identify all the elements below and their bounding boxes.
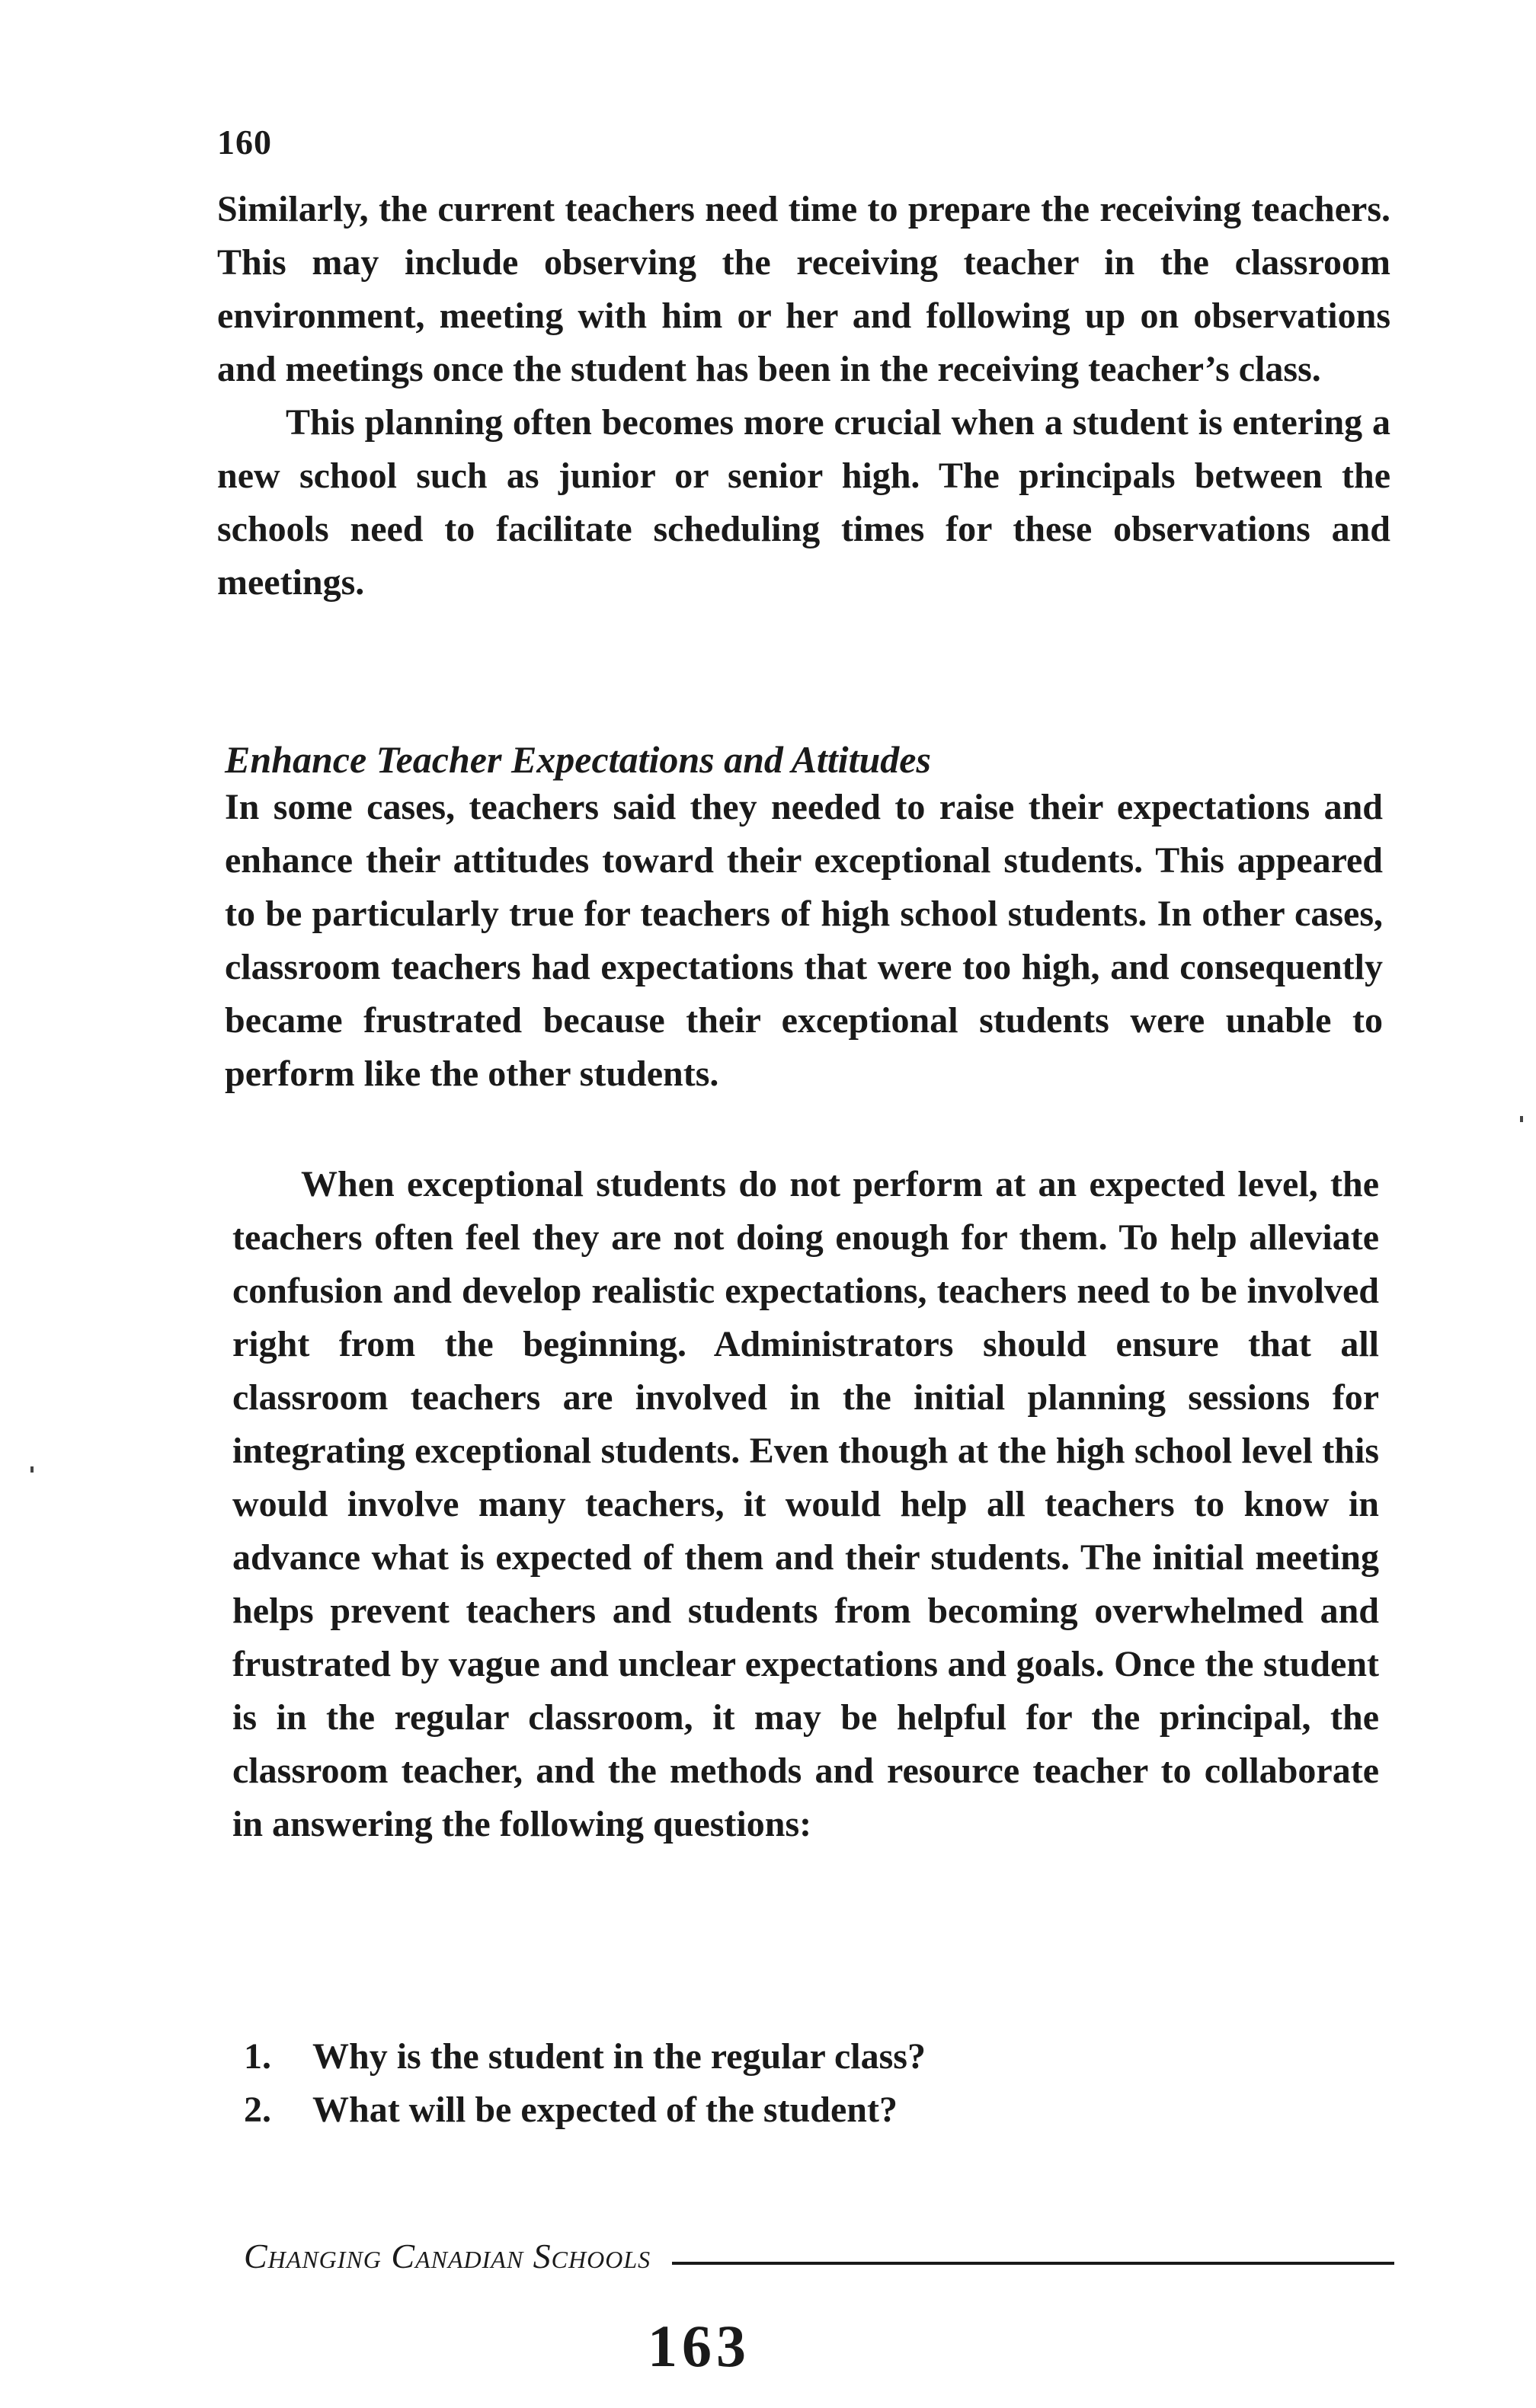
scan-mark [30,1466,34,1473]
paragraph: Similarly, the current teachers need time to prepare the receiving teachers. This may include observing the receiving teacher in the classroom environment, meeting with him or her and following up on observations and meetings once the student has been in the receiving teacher’s class. [217,189,1390,389]
list-item-text: What will be expected of the student? [312,2090,898,2130]
list-item [244,2030,926,2083]
section-heading: Enhance Teacher Expectations and Attitudes [225,738,931,781]
running-footer [244,2236,1394,2276]
section-text-1 [225,781,1383,1101]
stamped-page-number: 163 [648,2313,750,2379]
paragraph: This planning often becomes more crucial when a student is entering a new school such as junior or senior high. The principals between the schools need to facilitate scheduling times for these observations and meetings. [217,402,1390,603]
list-item-number: 1. [244,2036,271,2077]
footer-title: Changing Canadian Schools [244,2237,651,2275]
page-number: 160 [217,123,272,161]
intro-text [217,183,1390,609]
list-item [244,2083,926,2137]
scan-mark [1520,1116,1523,1122]
list-item-text: Why is the student in the regular class? [312,2036,926,2077]
paragraph: When exceptional students do not perform at an expected level, the teachers often feel they are not doing enough for them. To help alleviate confusion and develop realistic expectations, teachers need to be involved right from the beginning. Administrators should ensure that all classroom teachers are involved in the initial planning sessions for integrating exceptional students. Even though at the high school level this would involve many teachers, it would help all teachers to know in advance what is expected of them and their students. The initial meeting helps prevent teachers and students from becoming overwhelmed and frustrated by vague and unclear expectations and goals. Once the student is in the regular classroom, it may be helpful for the principal, the classroom teacher, and the methods and resource teacher to collaborate in answering the following questions: [232,1164,1379,1844]
section-text-2 [232,1158,1379,1851]
paragraph: In some cases, teachers said they needed to raise their expectations and enhance their attitudes toward their exceptional students. This appeared to be particularly true for teachers of high school students. In other cases, classroom teachers had expectations that were too high, and consequently became frustrated because their exceptional students were unable to perform like the other students. [225,787,1383,1094]
question-list [244,2030,926,2137]
list-item-number: 2. [244,2090,271,2130]
footer-rule [672,2262,1394,2265]
